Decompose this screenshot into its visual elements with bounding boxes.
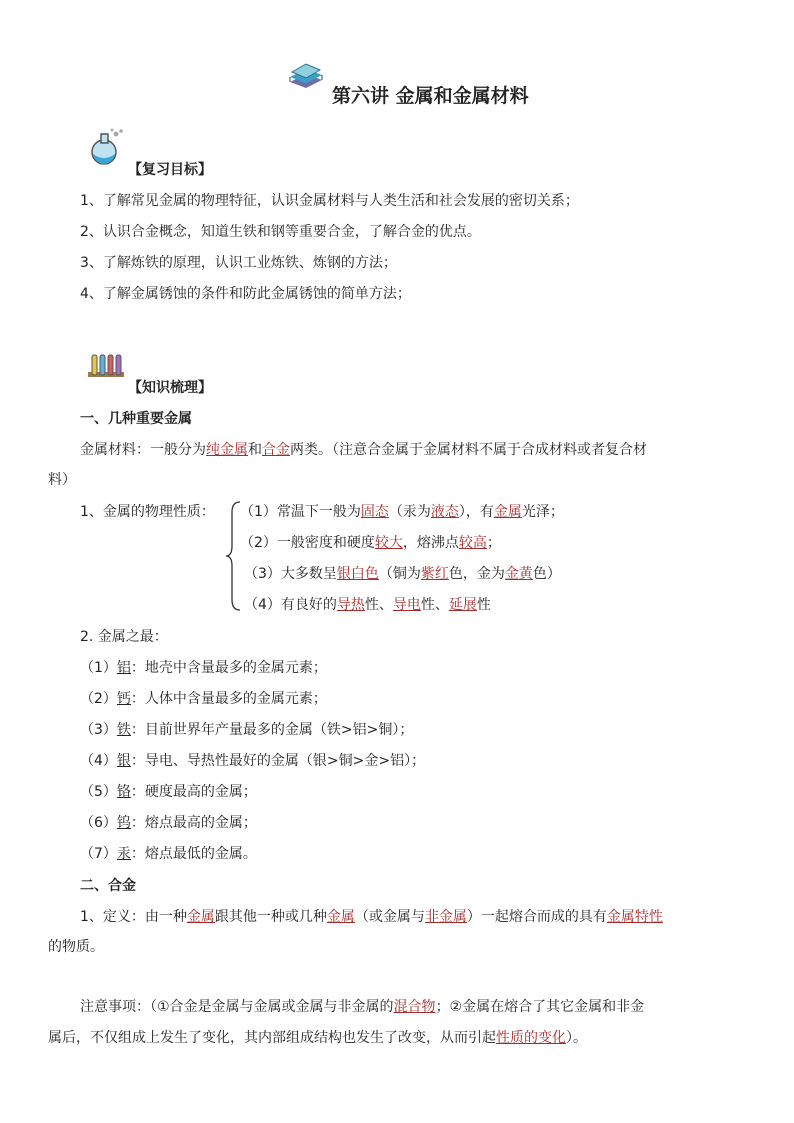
text: 性、 bbox=[420, 597, 449, 613]
section-title: 二、合金 bbox=[80, 878, 136, 894]
physical-property-2 bbox=[240, 533, 501, 553]
metal-name: 钨 bbox=[116, 815, 131, 831]
text: （4） bbox=[80, 753, 117, 769]
text: 和 bbox=[248, 442, 262, 458]
text: ：地壳中含量最多的金属元素； bbox=[130, 660, 327, 676]
text: 金属材料：一般分为 bbox=[80, 442, 206, 458]
list-item bbox=[80, 751, 425, 771]
text: ； bbox=[486, 535, 501, 551]
answer-text: 混合物 bbox=[393, 999, 436, 1015]
superlatives-label: 2. 金属之最： bbox=[80, 629, 168, 645]
list-item bbox=[80, 813, 257, 833]
answer-text: 金属 bbox=[493, 504, 522, 520]
text: ），有 bbox=[458, 504, 494, 520]
text: 两类。（注意合金属于金属材料不属于合成材料或者复合材 bbox=[290, 442, 647, 458]
text: （铜为 bbox=[378, 566, 421, 582]
text: 色） bbox=[532, 566, 561, 582]
review-item: 3、了解炼铁的原理，认识工业炼铁、炼钢的方法； bbox=[80, 255, 397, 271]
text: 性 bbox=[476, 597, 491, 613]
metal-name: 铁 bbox=[116, 722, 131, 738]
answer-text: 紫红 bbox=[420, 566, 449, 582]
metal-name: 汞 bbox=[116, 846, 131, 862]
text: 注意事项：（①合金是金属与金属或金属与非金属的 bbox=[80, 999, 394, 1015]
metal-name: 铬 bbox=[116, 784, 131, 800]
text: ：目前世界年产量最多的金属（铁>铝>铜）； bbox=[130, 722, 414, 738]
metal-name: 银 bbox=[116, 753, 131, 769]
text: （3）大多数呈 bbox=[244, 566, 337, 582]
text: ）一起熔合而成的具有 bbox=[466, 909, 607, 925]
list-item bbox=[80, 844, 257, 864]
text: 色，金为 bbox=[448, 566, 505, 582]
text: 跟其他一种或几种 bbox=[214, 909, 327, 925]
answer-text: 纯金属 bbox=[206, 442, 248, 458]
section-title: 一、几种重要金属 bbox=[80, 411, 192, 427]
page-title: 第六讲 金属和金属材料 bbox=[332, 85, 529, 107]
text: （2）一般密度和硬度 bbox=[240, 535, 375, 551]
list-item bbox=[80, 689, 327, 709]
answer-text: 导热 bbox=[336, 597, 365, 613]
review-item: 4、了解金属锈蚀的条件和防此金属锈蚀的简单方法； bbox=[80, 286, 411, 302]
text: ：熔点最高的金属； bbox=[130, 815, 257, 831]
answer-text: 导电 bbox=[392, 597, 421, 613]
text: （7） bbox=[80, 846, 117, 862]
alloy-definition bbox=[80, 907, 663, 927]
flask-icon bbox=[86, 128, 126, 166]
knowledge-heading: 【知识梳理】 bbox=[128, 380, 212, 396]
text: 1、定义：由一种 bbox=[80, 909, 187, 925]
alloy-definition-cont: 的物质。 bbox=[48, 939, 104, 955]
answer-text: 性质的变化 bbox=[496, 1030, 566, 1046]
text: （4）有良好的 bbox=[244, 597, 337, 613]
notes-line bbox=[80, 997, 644, 1017]
metal-name: 钙 bbox=[116, 691, 131, 707]
review-heading: 【复习目标】 bbox=[128, 162, 212, 178]
answer-text: 金属 bbox=[186, 909, 215, 925]
text: ：人体中含量最多的金属元素； bbox=[130, 691, 327, 707]
text: ）。 bbox=[566, 1030, 587, 1046]
physical-property-3 bbox=[244, 564, 561, 584]
review-item: 1、了解常见金属的物理特征，认识金属材料与人类生活和社会发展的密切关系； bbox=[80, 193, 579, 209]
list-item bbox=[80, 658, 327, 678]
text: （3） bbox=[80, 722, 117, 738]
text: ，熔沸点 bbox=[402, 535, 459, 551]
answer-text: 银白色 bbox=[336, 566, 379, 582]
answer-text: 液态 bbox=[430, 504, 459, 520]
text: ：导电、导热性最好的金属（银>铜>金>铝）； bbox=[130, 753, 426, 769]
text: 性、 bbox=[364, 597, 393, 613]
notes-line-cont bbox=[48, 1028, 587, 1048]
answer-text: 金属 bbox=[326, 909, 355, 925]
review-item: 2、认识合金概念，知道生铁和钢等重要合金，了解合金的优点。 bbox=[80, 224, 481, 240]
metal-materials-line bbox=[80, 440, 647, 460]
test-tubes-icon bbox=[86, 352, 126, 380]
text: 光泽； bbox=[521, 504, 564, 520]
physical-property-4 bbox=[244, 595, 491, 615]
text: ：熔点最低的金属。 bbox=[130, 846, 257, 862]
text: （2） bbox=[80, 691, 117, 707]
list-item bbox=[80, 782, 257, 802]
answer-text: 合金 bbox=[262, 442, 290, 458]
answer-text: 非金属 bbox=[424, 909, 467, 925]
text: （1） bbox=[80, 660, 117, 676]
answer-text: 延展 bbox=[448, 597, 477, 613]
text: ：硬度最高的金属； bbox=[130, 784, 257, 800]
text: （或金属与 bbox=[354, 909, 425, 925]
text: ；②金属在熔合了其它金属和非金 bbox=[435, 999, 645, 1015]
answer-text: 金属特性 bbox=[606, 909, 663, 925]
text: （1）常温下一般为 bbox=[240, 504, 361, 520]
books-icon bbox=[286, 60, 326, 90]
text: （5） bbox=[80, 784, 117, 800]
metal-materials-line-cont: 料） bbox=[48, 472, 76, 488]
answer-text: 较大 bbox=[374, 535, 403, 551]
text: 属后，不仅组成上发生了变化，其内部组成结构也发生了改变，从而引起 bbox=[48, 1030, 496, 1046]
physical-property-1 bbox=[240, 502, 564, 522]
physical-properties-label: 1、金属的物理性质： bbox=[80, 504, 215, 520]
answer-text: 较高 bbox=[458, 535, 487, 551]
metal-name: 铝 bbox=[116, 660, 131, 676]
list-item bbox=[80, 720, 413, 740]
answer-text: 固态 bbox=[360, 504, 389, 520]
text: （6） bbox=[80, 815, 117, 831]
text: （汞为 bbox=[388, 504, 431, 520]
answer-text: 金黄 bbox=[504, 566, 533, 582]
